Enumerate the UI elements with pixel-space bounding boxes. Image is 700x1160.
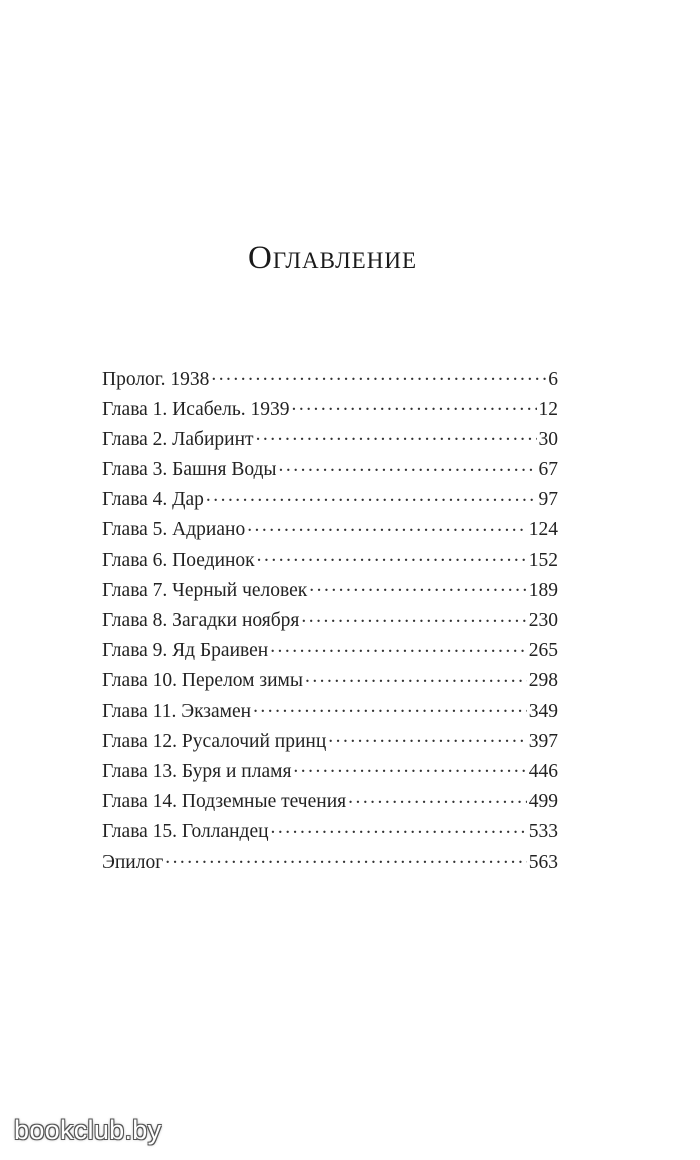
- toc-entry-page: 12: [538, 398, 558, 420]
- dot-leader: [328, 727, 526, 747]
- dot-leader: [256, 425, 537, 445]
- toc-entry-page: 563: [528, 851, 558, 873]
- toc-entry: [102, 516, 558, 546]
- toc-entry-page: 298: [528, 670, 558, 692]
- toc-entry-label: Глава 15. Голландец: [102, 821, 269, 843]
- toc-entry-label: Эпилог: [102, 851, 164, 873]
- dot-leader: [271, 818, 527, 838]
- toc-entry: [102, 637, 558, 667]
- toc-entry: [102, 667, 558, 697]
- dot-leader: [247, 516, 527, 536]
- toc-entry-page: 124: [528, 519, 558, 541]
- toc-entry: [102, 576, 558, 606]
- toc-entry-page: 6: [548, 368, 558, 390]
- dot-leader: [279, 456, 537, 476]
- dot-leader: [253, 697, 527, 717]
- toc-entry-page: 499: [528, 791, 558, 813]
- dot-leader: [165, 848, 527, 868]
- dot-leader: [270, 637, 527, 657]
- toc-entry-page: 30: [538, 428, 558, 450]
- toc-entry-page: 67: [538, 459, 558, 481]
- toc-entry-page: 397: [528, 730, 558, 752]
- toc-entry: [102, 486, 558, 516]
- toc-entry-label: Глава 12. Русалочий принц: [102, 730, 327, 752]
- dot-leader: [309, 576, 526, 596]
- toc-entry: [102, 697, 558, 727]
- toc-entry-label: Глава 11. Экзамен: [102, 700, 252, 722]
- dot-leader: [293, 757, 526, 777]
- toc-entry: [102, 365, 558, 395]
- toc-entry-label: Глава 14. Подземные течения: [102, 791, 347, 813]
- toc-entry: [102, 456, 558, 486]
- toc-entry-label: Глава 6. Поединок: [102, 549, 255, 571]
- toc-entry-label: Глава 5. Адриано: [102, 519, 246, 541]
- toc-entry-page: 97: [538, 489, 558, 511]
- toc-entry: [102, 425, 558, 455]
- toc-entry: [102, 395, 558, 425]
- toc-entry-label: Глава 10. Перелом зимы: [102, 670, 303, 692]
- dot-leader: [348, 788, 527, 808]
- toc-entry-label: Глава 8. Загадки ноября: [102, 610, 300, 631]
- toc-entry-page: 189: [528, 579, 558, 601]
- table-of-contents: [102, 365, 558, 878]
- toc-entry: [102, 607, 558, 637]
- page-title: Оглавление: [248, 240, 417, 276]
- toc-entry-label: Глава 2. Лабиринт: [102, 428, 254, 450]
- watermark: bookclub.by: [14, 1115, 162, 1145]
- toc-entry-page: 446: [528, 760, 558, 782]
- dot-leader: [211, 365, 546, 385]
- dot-leader: [206, 486, 537, 506]
- toc-entry: [102, 727, 558, 757]
- toc-entry-page: 349: [528, 700, 558, 722]
- toc-entry-label: Глава 9. Яд Браивен: [102, 640, 269, 662]
- toc-entry: [102, 546, 558, 576]
- toc-entry-page: 152: [528, 549, 558, 571]
- toc-entry: [102, 818, 558, 848]
- toc-entry: [102, 848, 558, 878]
- dot-leader: [301, 607, 526, 627]
- toc-entry: [102, 757, 558, 787]
- toc-entry-page: 533: [528, 821, 558, 843]
- toc-entry-label: Пролог. 1938: [102, 368, 210, 390]
- toc-entry-label: Глава 13. Буря и пламя: [102, 760, 292, 782]
- dot-leader: [257, 546, 527, 566]
- toc-entry-label: Глава 3. Башня Воды: [102, 459, 277, 481]
- dot-leader: [292, 395, 537, 415]
- toc-entry: [102, 788, 558, 818]
- toc-entry-label: Глава 4. Дар: [102, 489, 204, 511]
- toc-entry-label: Глава 1. Исабель. 1939: [102, 398, 290, 420]
- dot-leader: [305, 667, 527, 687]
- toc-entry-page: 265: [528, 640, 558, 662]
- toc-entry-label: Глава 7. Черный человек: [102, 579, 308, 601]
- toc-entry-page: 230: [528, 610, 558, 631]
